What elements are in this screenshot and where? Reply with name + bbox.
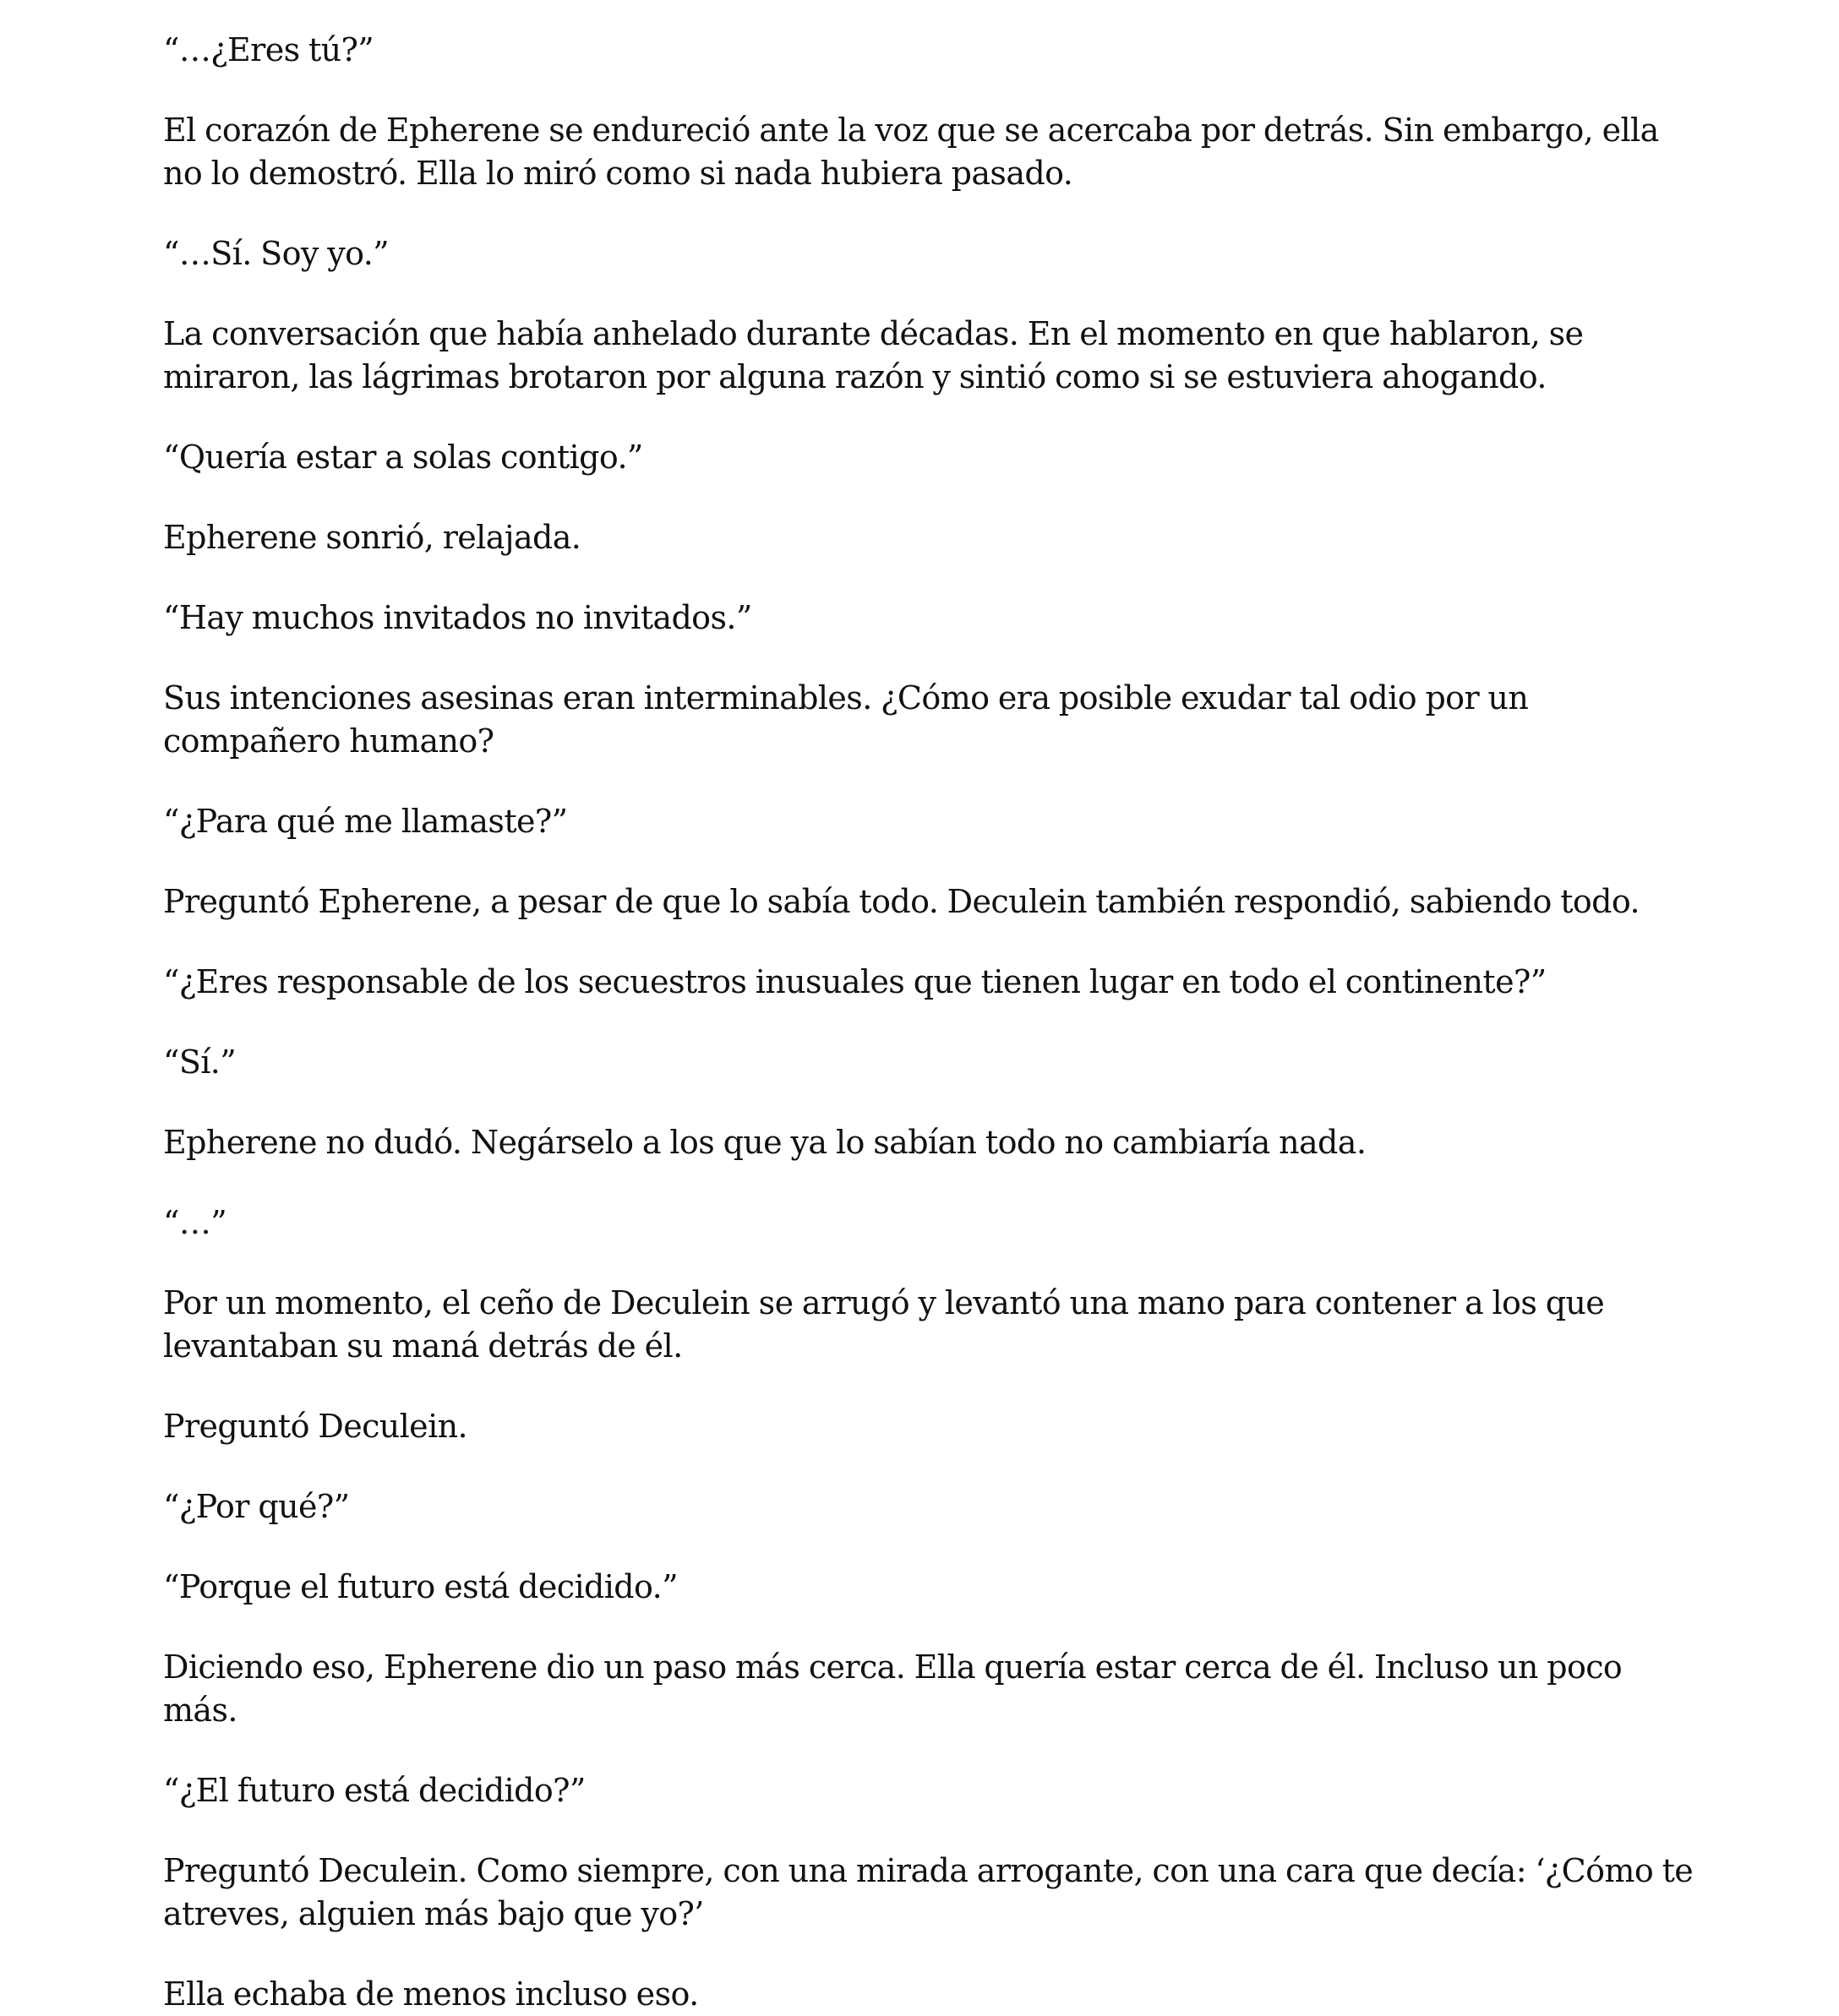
paragraph: “¿Eres responsable de los secuestros inusuales que tienen lugar en todo el continente?” <box>163 963 1547 1000</box>
paragraph: Sus intenciones asesinas eran interminables. ¿Cómo era posible exudar tal odio por un compañero humano? <box>163 679 1529 760</box>
paragraph: “¿Para qué me llamaste?” <box>163 803 568 840</box>
document-body <box>163 29 1701 2016</box>
paragraph: Por un momento, el ceño de Deculein se arrugó y levantó una mano para contener a los que levantaban su maná detrás de él. <box>163 1284 1605 1365</box>
paragraph: Ella echaba de menos incluso eso. <box>163 1975 699 2013</box>
paragraph: Preguntó Deculein. <box>163 1408 467 1445</box>
paragraph: El corazón de Epherene se endureció ante la voz que se acercaba por detrás. Sin embargo, ella no lo demostró. Ella lo miró como si nada hubiera pasado. <box>163 112 1659 192</box>
paragraph: Diciendo eso, Epherene dio un paso más cerca. Ella quería estar cerca de él. Incluso un poco más. <box>163 1648 1623 1729</box>
paragraph: “…¿Eres tú?” <box>163 31 374 68</box>
paragraph: Preguntó Deculein. Como siempre, con una mirada arrogante, con una cara que decía: ‘¿Cómo te atreves, alguien más bajo que yo?’ <box>163 1852 1694 1932</box>
paragraph: “Quería estar a solas contigo.” <box>163 439 643 476</box>
paragraph: “Hay muchos invitados no invitados.” <box>163 599 752 636</box>
paragraph: “Sí.” <box>163 1043 237 1081</box>
paragraph: Epherene no dudó. Negárselo a los que ya lo sabían todo no cambiaría nada. <box>163 1124 1367 1161</box>
paragraph: “¿Por qué?” <box>163 1488 350 1525</box>
paragraph: La conversación que había anhelado durante décadas. En el momento en que hablaron, se miraron, las lágrimas brotaron por alguna razón y sintió como si se estuviera ahogando. <box>163 315 1584 395</box>
paragraph: “…Sí. Soy yo.” <box>163 235 390 272</box>
paragraph: “¿El futuro está decidido?” <box>163 1772 586 1809</box>
paragraph: “…” <box>163 1204 227 1241</box>
paragraph: “Porque el futuro está decidido.” <box>163 1568 678 1605</box>
paragraph: Epherene sonrió, relajada. <box>163 519 581 556</box>
paragraph: Preguntó Epherene, a pesar de que lo sabía todo. Deculein también respondió, sabiendo todo. <box>163 883 1640 920</box>
